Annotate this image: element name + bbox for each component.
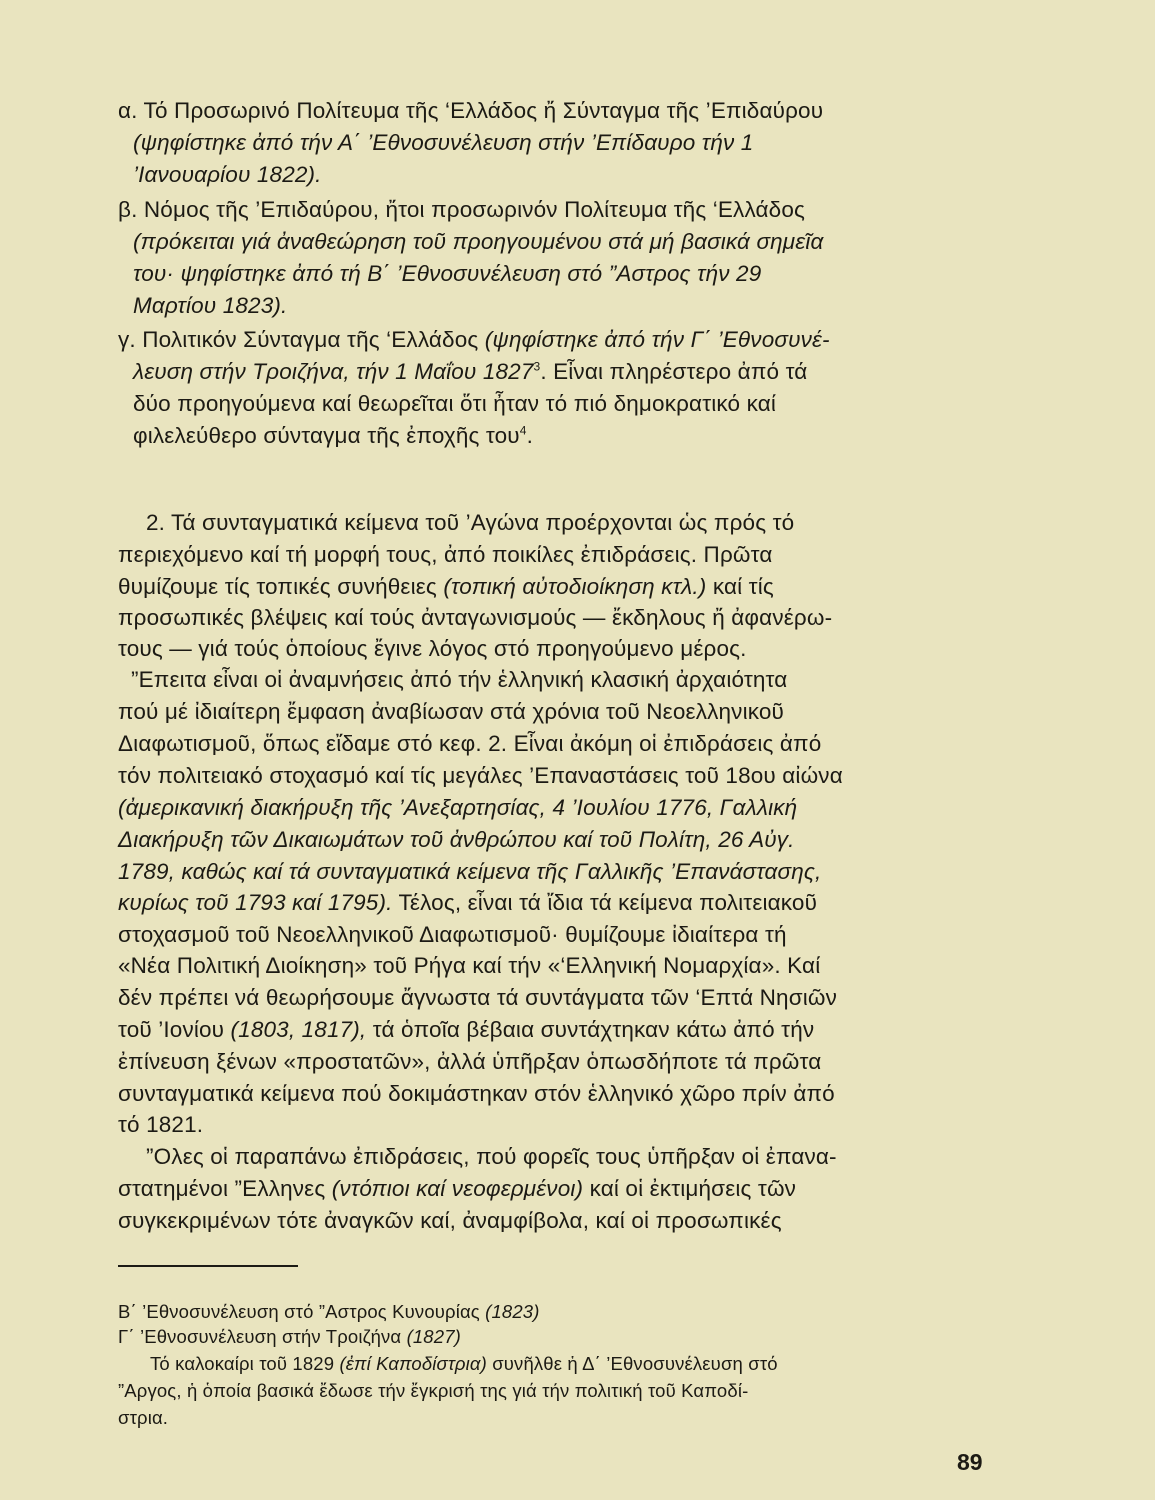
italic-text: (ντόπιοι καί νεοφερμένοι) xyxy=(331,1176,584,1201)
text-run: θυμίζουμε τίς τοπικές συνήθειες xyxy=(118,574,444,599)
footnote-ref-3: 3 xyxy=(533,359,541,374)
list-item-c-line-1 xyxy=(118,325,830,355)
para2-line-5: τους — γιά τούς ὁποίους ἔγινε λόγος στό προηγούμενο μέρος. xyxy=(118,636,747,661)
text-run: Γ΄ ’Εθνοσυνέλευση στήν Τροιζήνα xyxy=(118,1326,407,1347)
para3-line-1: ”Ολες οἱ παραπάνω ἐπιδράσεις, πού φορεῖς τους ὑπῆρξαν οἱ ἐπανα- xyxy=(146,1144,837,1169)
list-item-c-line-3: δύο προηγούμενα καί θεωρεῖται ὅτι ἦταν τό πιό δημοκρατικό καί xyxy=(133,391,777,416)
para2-line-3 xyxy=(118,572,774,602)
italic-text: (ἀμερικανική διακήρυξη τῆς ’Ανεξαρτησίας, 4 ’Ιουλίου 1776, Γαλλική xyxy=(118,795,798,820)
italic-text: (τοπική αὐτοδιοίκηση κτλ.) xyxy=(443,574,707,599)
list-item-a-line-3 xyxy=(133,160,322,190)
italic-text: ’Ιανουαρίου 1822). xyxy=(133,162,322,187)
text-run: τοῦ ’Ιονίου xyxy=(118,1017,231,1042)
italic-text: 1789, καθώς καί τά συνταγματικά κείμενα τῆς Γαλλικῆς ’Επανάστασης, xyxy=(118,859,822,884)
list-item-b-line-4 xyxy=(133,291,287,321)
para2-line-6: ”Επειτα εἶναι οἱ ἀναμνήσεις ἀπό τήν ἑλληνική κλασική ἀρχαιότητα xyxy=(131,667,788,692)
para2-line-17 xyxy=(118,1015,814,1045)
para2-line-2: περιεχόμενο καί τή μορφή τους, ἀπό ποικίλες ἐπιδράσεις. Πρῶτα xyxy=(118,542,773,567)
para2-line-8: Διαφωτισμοῦ, ὅπως εἴδαμε στό κεφ. 2. Εἶναι ἀκόμη οἱ ἐπιδράσεις ἀπό xyxy=(118,731,822,756)
para2-line-4: προσωπικές βλέψεις καί τούς ἀνταγωνισμούς — ἔκδηλους ἤ ἀφανέρω- xyxy=(118,605,833,630)
para2-line-10 xyxy=(118,793,797,823)
list-item-b-line-1: β. Νόμος τῆς ’Επιδαύρου, ἤτοι προσωρινόν Πολίτευμα τῆς ‘Ελλάδος xyxy=(118,197,805,222)
list-item-b-line-2 xyxy=(133,227,823,257)
para2-line-20: τό 1821. xyxy=(118,1112,204,1137)
italic-text: κυρίως τοῦ 1793 καί 1795). xyxy=(118,890,393,915)
footnote-ref-4: 4 xyxy=(519,423,527,438)
italic-text: (1827) xyxy=(406,1326,461,1347)
text-run: συνῆλθε ἡ Δ΄ ’Εθνοσυνέλευση στό xyxy=(486,1353,778,1374)
list-item-c-line-4 xyxy=(133,421,533,451)
italic-text: (πρόκειται γιά ἀναθεώρηση τοῦ προηγουμένου στά μή βασικά σημεῖα xyxy=(133,229,824,254)
text-run: γ. Πολιτικόν Σύνταγμα τῆς ‘Ελλάδος xyxy=(118,327,485,352)
text-run: Β΄ ’Εθνοσυνέλευση στό ”Αστρος Κυνουρίας xyxy=(118,1301,486,1322)
para2-line-7: πού μέ ἰδιαίτερη ἔμφαση ἀναβίωσαν στά χρόνια τοῦ Νεοελληνικοῦ xyxy=(118,699,784,724)
italic-text: (ψηφίστηκε ἀπό τήν Α΄ ’Εθνοσυνέλευση στήν ’Επίδαυρο τήν 1 xyxy=(133,130,754,155)
para2-line-19: συνταγματικά κείμενα πού δοκιμάστηκαν στόν ἑλληνικό χῶρο πρίν ἀπό xyxy=(118,1081,835,1106)
italic-text: (ἐπί Καποδίστρια) xyxy=(339,1353,487,1374)
para3-line-2 xyxy=(118,1174,796,1204)
text-run: . xyxy=(526,423,533,448)
text-run: στατημένοι ”Ελληνες xyxy=(118,1176,332,1201)
para2-line-11 xyxy=(118,825,795,855)
para2-line-16: δέν πρέπει νά θεωρήσουμε ἄγνωστα τά συντάγματα τῶν ‘Επτά Νησιῶν xyxy=(118,985,838,1010)
footnote-3 xyxy=(118,1299,540,1325)
text-run: τά ὁποῖα βέβαια συντάχτηκαν κάτω ἀπό τήν xyxy=(366,1017,815,1042)
list-item-a-line-2 xyxy=(133,128,753,158)
para2-line-15: «Νέα Πολιτική Διοίκηση» τοῦ Ρήγα καί τήν «‘Ελληνική Νομαρχία». Καί xyxy=(118,953,821,978)
italic-text: Διακήρυξη τῶν Δικαιωμάτων τοῦ ἀνθρώπου καί τοῦ Πολίτη, 26 Αὐγ. xyxy=(118,827,795,852)
footnote-separator xyxy=(118,1265,298,1267)
para2-line-14: στοχασμοῦ τοῦ Νεοελληνικοῦ Διαφωτισμοῦ· θυμίζουμε ἰδιαίτερα τή xyxy=(118,922,787,947)
list-item-a-line-1: α. Τό Προσωρινό Πολίτευμα τῆς ‘Ελλάδος ἤ Σύνταγμα τῆς ’Επιδαύρου xyxy=(118,98,824,123)
para2-line-1: 2. Τά συνταγματικά κείμενα τοῦ ’Αγώνα προέρχονται ὡς πρός τό xyxy=(146,510,795,535)
para3-line-3: συγκεκριμένων τότε ἀναγκῶν καί, ἀναμφίβολα, καί οἱ προσωπικές xyxy=(118,1208,782,1233)
italic-text: Μαρτίου 1823). xyxy=(133,293,288,318)
footnote-5-line-1 xyxy=(150,1351,778,1377)
italic-text: (1823) xyxy=(485,1301,540,1322)
italic-text: λευση στήν Τροιζήνα, τήν 1 Μαΐου 1827 xyxy=(133,359,534,384)
para2-line-18: ἐπίνευση ξένων «προστατῶν», ἀλλά ὑπῆρξαν ὁπωσδήποτε τά πρῶτα xyxy=(118,1049,822,1074)
para2-line-9: τόν πολιτειακό στοχασμό καί τίς μεγάλες ’Επαναστάσεις τοῦ 18ου αἰώνα xyxy=(118,763,843,788)
text-run: καί οἱ ἐκτιμήσεις τῶν xyxy=(583,1176,797,1201)
para2-line-12 xyxy=(118,857,821,887)
text-run: καί τίς xyxy=(706,574,774,599)
footnote-5-line-3: στρια. xyxy=(118,1407,169,1428)
footnote-5-line-2: ”Αργος, ἡ ὁποία βασικά ἔδωσε τήν ἔγκρισή της γιά τήν πολιτική τοῦ Καποδί- xyxy=(118,1380,749,1401)
list-item-c-line-2 xyxy=(133,357,807,387)
italic-text: (ψηφίστηκε ἀπό τήν Γ΄ ’Εθνοσυνέ- xyxy=(484,327,830,352)
footnote-4 xyxy=(118,1324,461,1350)
italic-text: του· ψηφίστηκε ἀπό τή Β΄ ’Εθνοσυνέλευση στό ”Αστρος τήν 29 xyxy=(133,261,762,286)
text-run: φιλελεύθερο σύνταγμα τῆς ἐποχῆς του xyxy=(133,423,520,448)
text-run: Τό καλοκαίρι τοῦ 1829 xyxy=(150,1353,340,1374)
italic-text: (1803, 1817), xyxy=(230,1017,367,1042)
list-item-b-line-3 xyxy=(133,259,761,289)
text-run: Τέλος, εἶναι τά ἴδια τά κείμενα πολιτειακοῦ xyxy=(392,890,818,915)
text-run: . Εἶναι πληρέστερο ἀπό τά xyxy=(540,359,808,384)
para2-line-13 xyxy=(118,888,817,918)
page-number: 89 xyxy=(957,1449,983,1475)
